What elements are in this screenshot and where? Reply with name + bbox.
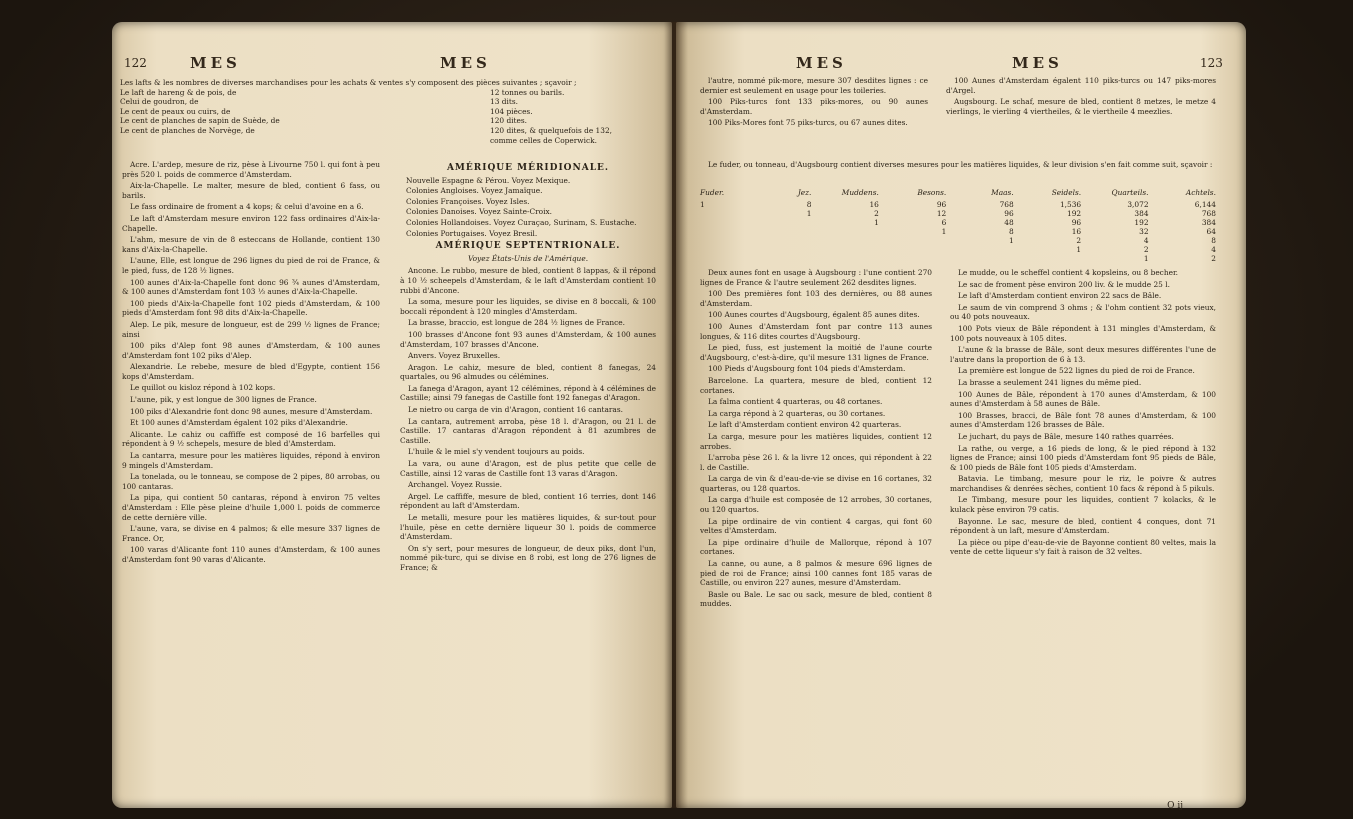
table-cell: 8 bbox=[1008, 227, 1014, 236]
table-cell: 2 bbox=[874, 209, 879, 218]
paragraph: La brasse, braccio, est longue de 284 ½ lignes de France. bbox=[408, 318, 626, 328]
paragraph: 100 Aunes courtes d'Augsbourg, égalent 85 aunes dites. bbox=[708, 310, 920, 320]
paragraph: 100 Pieds d'Augsbourg font 104 pieds d'Amsterdam. bbox=[708, 364, 906, 374]
last-item: Le laft de hareng & de pois, de 12 tonnes ou barils. bbox=[120, 87, 565, 97]
last-item: Le cent de planches de sapin de Suède, de 120 dites. bbox=[120, 116, 528, 126]
table-cell bbox=[888, 236, 946, 245]
paragraph: Alexandrie. Le rebebe, mesure de bled d'Egypte, contient 156 kops d'Amsterdam. bbox=[122, 362, 380, 381]
table-cell: 96 bbox=[936, 200, 947, 209]
intro-text: Les lafts & les nombres de diverses marchandises pour les achats & ventes s'y composent des pièces suivantes ; sçavoir ; bbox=[120, 78, 577, 87]
table-cell: 1 bbox=[1008, 236, 1014, 245]
table-cell bbox=[753, 254, 811, 263]
table-cell: 384 bbox=[1201, 218, 1216, 227]
paragraph: La carga répond à 2 quarteras, ou 30 cortanes. bbox=[708, 408, 886, 418]
last-item: Celui de goudron, de 13 dits. bbox=[120, 97, 518, 107]
column-header: Seidels. bbox=[1051, 188, 1082, 197]
table-cell bbox=[700, 254, 744, 263]
table-cell: 12 bbox=[936, 209, 947, 218]
table-cell bbox=[700, 245, 744, 254]
table-cell bbox=[700, 218, 744, 227]
table-cell: 16 bbox=[869, 200, 879, 209]
paragraph: La pièce ou pipe d'eau-de-vie de Bayonne contient 80 veltes, mais la vente de cette liqueur s'y fait à raison de 32 veltes. bbox=[950, 537, 1216, 557]
table-cell: 192 bbox=[1067, 209, 1082, 218]
table-cell bbox=[821, 227, 879, 236]
signature-mark: Q ij bbox=[1167, 801, 1183, 811]
left-column-1 bbox=[122, 160, 380, 567]
paragraph: Le laft d'Amsterdam contient environ 42 quarteras. bbox=[708, 420, 902, 430]
table-cell: 1 bbox=[700, 200, 705, 209]
paragraph: L'aune, pik, y est longue de 300 lignes de France. bbox=[130, 395, 317, 405]
table-cell: 192 bbox=[1134, 218, 1149, 227]
paragraph: Batavia. Le timbang, mesure pour le riz, le poivre & autres marchandises & denrées sèches, contient 10 facs & répond à 5 pikuls. bbox=[950, 474, 1216, 493]
paragraph: L'aune & la brasse de Bâle, sont deux mesures différentes l'une de l'autre dans la proportion de 6 à 13. bbox=[950, 345, 1216, 364]
table-cell bbox=[956, 245, 1014, 254]
table-cell bbox=[888, 254, 946, 263]
section-subheading: Voyez États-Unis de l'Amérique. bbox=[467, 253, 589, 263]
table-cell: 96 bbox=[1071, 218, 1082, 227]
paragraph: Barcelone. La quartera, mesure de bled, contient 12 cortanes. bbox=[700, 375, 932, 395]
paragraph: Le saum de vin comprend 3 ohms ; & l'ohm contient 32 pots vieux, ou 40 pots nouveaux. bbox=[950, 302, 1216, 322]
column-header: Achtels. bbox=[1185, 188, 1216, 197]
section-heading: AMÉRIQUE SEPTENTRIONALE. bbox=[435, 241, 621, 252]
table-cell bbox=[888, 245, 946, 254]
table-row bbox=[700, 254, 1216, 263]
paragraph: On s'y sert, pour mesures de longueur, de deux piks, dont l'un, nommé pik-turc, qui se divise en 8 robi, est long de 276 lignes de France; & bbox=[400, 543, 656, 572]
table-cell: 1 bbox=[874, 218, 879, 227]
table-row bbox=[700, 236, 1216, 245]
table-cell: 1,536 bbox=[1059, 200, 1082, 209]
table-cell: 6 bbox=[941, 218, 947, 227]
paragraph: Et 100 aunes d'Amsterdam égalent 102 piks d'Alexandrie. bbox=[130, 418, 348, 428]
table-cell bbox=[753, 236, 811, 245]
last-item: Le cent de peaux ou cuirs, de 104 pièces. bbox=[120, 106, 533, 116]
table-cell bbox=[700, 227, 744, 236]
paragraph: Colonies Portugaises. Voyez Bresil. bbox=[406, 228, 538, 238]
paragraph: Argel. Le caffiffe, mesure de bled, contient 16 terries, dont 146 répondent au laft d'Amsterdam. bbox=[400, 491, 656, 511]
table-cell: 16 bbox=[1071, 227, 1082, 236]
table-cell: 64 bbox=[1206, 227, 1216, 236]
paragraph: Deux aunes font en usage à Augsbourg : l'une contient 270 lignes de France & l'autre seulement 262 desdites lignes. bbox=[700, 268, 932, 287]
table-row bbox=[700, 218, 1216, 227]
paragraph: Acre. L'ardep, mesure de riz, pèse à Livourne 750 l. qui font à peu près 520 l. poids de commerce d'Amsterdam. bbox=[122, 160, 380, 179]
paragraph: La soma, mesure pour les liquides, se divise en 8 boccali, & 100 boccali répondent à 120 mingles d'Amsterdam. bbox=[400, 297, 656, 316]
table-row bbox=[700, 200, 1216, 209]
paragraph: La tonelada, ou le tonneau, se compose de 2 pipes, 80 arrobas, ou 100 cantaras. bbox=[122, 472, 380, 491]
paragraph: 100 Brasses, bracci, de Bâle font 78 aunes d'Amsterdam, & 100 aunes d'Amsterdam 126 brasses de Bâle. bbox=[950, 410, 1216, 430]
paragraph: 100 varas d'Alicante font 110 aunes d'Amsterdam, & 100 aunes d'Amsterdam font 90 varas d'Alicante. bbox=[122, 545, 380, 564]
paragraph: 100 brasses d'Ancone font 93 aunes d'Amsterdam, & 100 aunes d'Amsterdam, 107 brasses d'Ancone. bbox=[400, 329, 656, 349]
paragraph: Basle ou Bale. Le sac ou sack, mesure de bled, contient 8 muddes. bbox=[700, 589, 932, 609]
paragraph: L'ahm, mesure de vin de 8 esteccans de Hollande, contient 130 kans d'Aix-la-Chapelle. bbox=[122, 235, 380, 254]
table-row bbox=[700, 227, 1216, 236]
table-cell bbox=[753, 227, 811, 236]
table-cell: 3,072 bbox=[1127, 200, 1149, 209]
table-cell: 384 bbox=[1134, 209, 1149, 218]
paragraph: Colonies Françoises. Voyez Isles. bbox=[406, 196, 530, 206]
paragraph: La pipe ordinaire de vin contient 4 cargas, qui font 60 veltes d'Amsterdam. bbox=[700, 516, 932, 536]
table-cell: 32 bbox=[1139, 227, 1149, 236]
column-header: Besons. bbox=[917, 188, 947, 197]
paragraph: Colonies Angloises. Voyez Jamaïque. bbox=[406, 186, 543, 196]
table-cell: 768 bbox=[1201, 209, 1216, 218]
paragraph: La cantara, autrement arroba, pèse 18 l. d'Aragon, ou 21 l. de Castille. 17 cantaras d'Aragon répondent à 81 azumbres de Castille. bbox=[400, 416, 656, 445]
paragraph: La rathe, ou verge, a 16 pieds de long, & le pied répond à 132 lignes de France; ainsi 100 pieds d'Amsterdam font 95 pieds de Bâle, & 100 pieds de Bâle font 105 pieds d'Amsterdam. bbox=[950, 443, 1216, 472]
paragraph: La fanega d'Aragon, ayant 12 célémines, répond à 4 célémines de Castille; ainsi 79 fanegas de Castille font 192 fanegas d'Aragon. bbox=[400, 383, 656, 403]
paragraph: L'aune, Elle, est longue de 296 lignes du pied de roi de France, & le pied, fuss, de 128 ½ lignes. bbox=[122, 256, 380, 275]
paragraph: La cantarra, mesure pour les matières liquides, répond à environ 9 mingels d'Amsterdam. bbox=[122, 451, 380, 470]
fuder-intro: Le fuder, ou tonneau, d'Augsbourg contient diverses mesures pour les matières liquides, & leur division s'en fait comme suit, sçavoir : bbox=[708, 160, 1213, 169]
left-running-head-2: MES bbox=[440, 54, 491, 72]
column-header: Fuder. bbox=[700, 188, 725, 197]
paragraph: Le metalli, mesure pour les matières liquides, & sur-tout pour l'huile, pèse en cette dernière liqueur 30 l. poids de commerce d'Amsterdam. bbox=[400, 513, 656, 542]
table-cell: 4 bbox=[1143, 236, 1149, 245]
table-row bbox=[700, 245, 1216, 254]
paragraph: Le fass ordinaire de froment a 4 kops; & celui d'avoine en a 6. bbox=[130, 202, 364, 212]
paragraph: Colonies Hollandoises. Voyez Curaçao, Surinam, S. Eustache. bbox=[406, 217, 637, 227]
paragraph: La pipa, qui contient 50 cantaras, répond à environ 75 veltes d'Amsterdam : Elle pèse pleine d'huile 1,000 l. poids de commerce de cette dernière ville. bbox=[122, 493, 380, 522]
table-cell: 1 bbox=[1143, 254, 1149, 263]
paragraph: 100 Aunes d'Amsterdam égalent 110 piks-turcs ou 147 piks-mores d'Argel. bbox=[946, 76, 1216, 95]
right-column-2-bottom bbox=[950, 268, 1216, 559]
table-cell bbox=[700, 209, 744, 218]
paragraph: Augsbourg. Le schaf, mesure de bled, contient 8 metzes, le metze 4 vierlings, le vierling 4 viertheiles, & le viertheile 4 meezlies. bbox=[946, 97, 1216, 116]
paragraph: Nouvelle Espagne & Pérou. Voyez Mexique. bbox=[406, 175, 571, 185]
table-cell: 2 bbox=[1211, 254, 1216, 263]
paragraph: Alep. Le pik, mesure de longueur, est de 299 ½ lignes de France; ainsi bbox=[122, 319, 380, 339]
paragraph: Le sac de froment pèse environ 200 liv. & le mudde 25 l. bbox=[958, 279, 1170, 289]
paragraph: 100 Des premières font 103 des dernières, ou 88 aunes d'Amsterdam. bbox=[700, 289, 932, 308]
section-heading: AMÉRIQUE MÉRIDIONALE. bbox=[446, 163, 610, 173]
paragraph: Bayonne. Le sac, mesure de bled, contient 4 conques, dont 71 répondent à un laft, mesure d'Amsterdam. bbox=[950, 516, 1216, 536]
paragraph: Alicante. Le cahiz ou caffiffe est composé de 16 barfelles qui répondent à 9 ½ schepels, mesure de bled d'Amsterdam. bbox=[122, 429, 380, 449]
paragraph: Le laft d'Amsterdam mesure environ 122 fass ordinaires d'Aix-la-Chapelle. bbox=[122, 213, 380, 233]
paragraph: Anvers. Voyez Bruxelles. bbox=[408, 351, 501, 361]
paragraph: Ancone. Le rubbo, mesure de bled, contient 8 lappas, & il répond à 10 ½ scheepels d'Amsterdam, & le laft d'Amsterdam contient 10 rubbi d'Ancone. bbox=[400, 266, 656, 295]
right-column-1-bottom bbox=[700, 268, 932, 611]
paragraph: Le pied, fuss, est justement la moitié de l'aune courte d'Augsbourg, c'est-à-dire, qu'il mesure 131 lignes de France. bbox=[700, 343, 932, 362]
table-header bbox=[700, 188, 1216, 197]
table-cell bbox=[821, 245, 879, 254]
paragraph: Aragon. Le cahiz, mesure de bled, contient 8 fanegas, 24 quartales, ou 96 almudes ou célémines. bbox=[400, 362, 656, 382]
paragraph: La pipe ordinaire d'huile de Mallorque, répond à 107 cortanes. bbox=[700, 537, 932, 557]
column-header: Jez. bbox=[797, 188, 812, 197]
paragraph: 100 pieds d'Aix-la-Chapelle font 102 pieds d'Amsterdam, & 100 pieds d'Amsterdam font 98 dits d'Aix-la-Chapelle. bbox=[122, 298, 380, 318]
last-item: Le cent de planches de Norvège, de 120 dites, & quelquefois de 132, comme celles de Coperwick. bbox=[120, 125, 613, 145]
table-cell: 8 bbox=[1211, 236, 1216, 245]
column-header: Muddens. bbox=[841, 188, 879, 197]
paragraph: Le mudde, ou le scheffel contient 4 kopsleins, ou 8 becher. bbox=[958, 268, 1179, 277]
paragraph: Colonies Danoises. Voyez Sainte-Croix. bbox=[406, 207, 552, 217]
paragraph: La brasse a seulement 241 lignes du même pied. bbox=[958, 377, 1142, 387]
left-column-2 bbox=[400, 160, 656, 575]
paragraph: Le Timbang, mesure pour les liquides, contient 7 kolacks, & le kulack pèse environ 79 catis. bbox=[950, 495, 1216, 515]
paragraph: 100 Aunes de Bâle, répondent à 170 aunes d'Amsterdam, & 100 aunes d'Amsterdam à 58 aunes de Bâle. bbox=[950, 389, 1216, 409]
paragraph: Archangel. Voyez Russie. bbox=[408, 480, 502, 490]
right-page-number: 123 bbox=[1200, 56, 1223, 70]
paragraph: Le nietro ou carga de vin d'Aragon, contient 16 cantaras. bbox=[408, 405, 623, 415]
table-cell bbox=[753, 245, 811, 254]
paragraph: Le quillot ou kisloz répond à 102 kops. bbox=[130, 383, 276, 393]
paragraph: Le juchart, du pays de Bâle, mesure 140 rathes quarrées. bbox=[958, 431, 1174, 441]
paragraph: 100 piks d'Alexandrie font donc 98 aunes, mesure d'Amsterdam. bbox=[130, 406, 373, 416]
paragraph: La carga d'huile est composée de 12 arrobes, 30 cortanes, ou 120 quartos. bbox=[700, 495, 932, 515]
paragraph: L'arroba pèse 26 l. & la livre 12 onces, qui répondent à 22 l. de Castille. bbox=[700, 453, 932, 472]
paragraph: La première est longue de 522 lignes du pied de roi de France. bbox=[958, 366, 1195, 376]
paragraph: 100 Piks-Mores font 75 piks-turcs, ou 67 aunes dites. bbox=[708, 118, 908, 128]
right-column-2-top bbox=[946, 76, 1216, 118]
table-cell bbox=[821, 236, 879, 245]
paragraph: L'aune, vara, se divise en 4 palmos; & elle mesure 337 lignes de France. Or, bbox=[122, 524, 380, 543]
paragraph: 100 piks d'Alep font 98 aunes d'Amsterdam, & 100 aunes d'Amsterdam font 102 piks d'Alep. bbox=[122, 341, 380, 360]
table-cell: 1 bbox=[1076, 245, 1082, 254]
right-running-head-1: MES bbox=[796, 54, 847, 72]
paragraph: L'huile & le miel s'y vendent toujours au poids. bbox=[408, 447, 585, 457]
table-cell bbox=[700, 236, 744, 245]
paragraph: Le laft d'Amsterdam contient environ 22 sacs de Bâle. bbox=[958, 291, 1162, 301]
augsburg-measures-table bbox=[700, 188, 1216, 263]
table-cell: 768 bbox=[999, 200, 1014, 209]
paragraph: La canne, ou aune, a 8 palmos & mesure 696 lignes de pied de roi de France; ainsi 100 cannes font 185 varas de Castille, ou environ 227 aunes, mesure d'Amsterdam. bbox=[700, 559, 932, 588]
paragraph: La carga de vin & d'eau-de-vie se divise en 16 cortanes, 32 quarteras, ou 128 quartos. bbox=[700, 474, 932, 493]
column-header: Quarteils. bbox=[1111, 188, 1149, 197]
table-cell bbox=[1023, 254, 1081, 263]
table-cell: 1 bbox=[806, 209, 812, 218]
paragraph: La falma contient 4 quarteras, ou 48 cortanes. bbox=[708, 397, 883, 407]
paragraph: 100 aunes d'Aix-la-Chapelle font donc 96 ¾ aunes d'Amsterdam, & 100 aunes d'Amsterdam font 103 ⅓ aunes d'Aix-la-Chapelle. bbox=[122, 277, 380, 297]
paragraph: Aix-la-Chapelle. Le malter, mesure de bled, contient 6 fass, ou barils. bbox=[122, 181, 380, 200]
table-cell bbox=[753, 218, 811, 227]
lasts-intro bbox=[120, 78, 640, 145]
right-column-1-top bbox=[700, 76, 928, 130]
table-cell: 6,144 bbox=[1194, 200, 1216, 209]
table-cell: 96 bbox=[1004, 209, 1014, 218]
table-row bbox=[700, 209, 1216, 218]
left-page-number: 122 bbox=[124, 56, 147, 70]
paragraph: l'autre, nommé pik-more, mesure 307 desdites lignes : ce dernier est seulement en usage pour les toileries. bbox=[700, 76, 928, 95]
paragraph: La carga, mesure pour les matières liquides, contient 12 arrobes. bbox=[700, 431, 932, 451]
table-cell: 8 bbox=[806, 200, 812, 209]
paragraph: 100 Piks-turcs font 133 piks-mores, ou 90 aunes d'Amsterdam. bbox=[700, 97, 928, 116]
left-running-head-1: MES bbox=[190, 54, 241, 72]
paragraph: 100 Aunes d'Amsterdam font par contre 113 aunes longues, & 116 dites courtes d'Augsbourg. bbox=[700, 321, 932, 341]
paragraph: 100 Pots vieux de Bâle répondent à 131 mingles d'Amsterdam, & 100 pots nouveaux à 105 dites. bbox=[950, 323, 1216, 343]
table-cell bbox=[821, 254, 879, 263]
column-header: Maas. bbox=[991, 188, 1014, 197]
table-cell bbox=[956, 254, 1014, 263]
table-cell: 1 bbox=[941, 227, 947, 236]
table-cell: 4 bbox=[1211, 245, 1216, 254]
table-cell: 2 bbox=[1143, 245, 1149, 254]
table-cell: 2 bbox=[1076, 236, 1082, 245]
table-cell: 48 bbox=[1004, 218, 1014, 227]
book-gutter bbox=[664, 22, 688, 808]
paragraph: La vara, ou aune d'Aragon, est de plus petite que celle de Castille, ainsi 12 varas de Castille font 13 varas d'Aragon. bbox=[400, 459, 656, 478]
right-running-head-2: MES bbox=[1012, 54, 1063, 72]
